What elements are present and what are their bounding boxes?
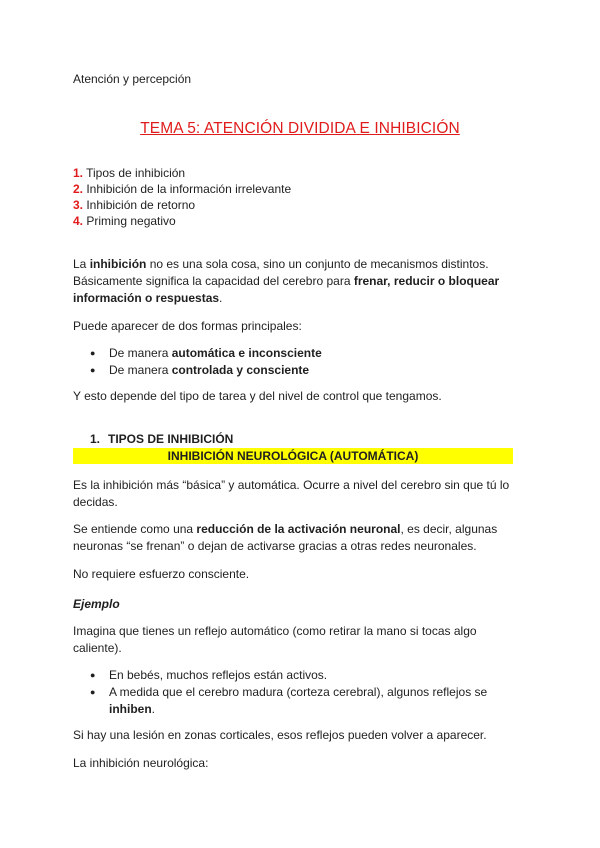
emphasis-reduccion: reducción de la activación neuronal [196, 522, 401, 536]
term-inhibicion: inhibición [89, 257, 147, 271]
control-paragraph: Y esto depende del tipo de tarea y del nivel de control que tengamos. [73, 389, 442, 403]
neuro-paragraph-1: Es la inhibición más “básica” y automática. Ocurre a nivel del cerebro sin que tú lo decidas. [73, 478, 510, 509]
section-number: 1. [90, 432, 101, 446]
section-heading [90, 432, 233, 446]
list-item: ● De manera controlada y consciente [73, 362, 523, 379]
reflex-list [73, 667, 523, 717]
example-label: Ejemplo [73, 597, 120, 611]
lesion-paragraph: Si hay una lesión en zonas corticales, esos reflejos pueden volver a aparecer. [73, 728, 487, 742]
section-title: TIPOS DE INHIBICIÓN [108, 432, 234, 446]
toc-label: Inhibición de retorno [83, 198, 196, 212]
toc-item [73, 165, 523, 181]
toc-number: 1. [73, 166, 84, 180]
page-title: TEMA 5: ATENCIÓN DIVIDIDA E INHIBICIÓN [140, 120, 460, 137]
subject-header: Atención y percepción [73, 72, 192, 86]
toc-item [73, 197, 523, 213]
toc-label: Inhibición de la información irrelevante [83, 182, 292, 196]
list-item: ● En bebés, muchos reflejos están activos. [73, 667, 523, 684]
highlighted-subheading: INHIBICIÓN NEUROLÓGICA (AUTOMÁTICA) [73, 448, 513, 464]
toc-item [73, 181, 523, 197]
toc-number: 2. [73, 182, 84, 196]
neuro-paragraph-3: No requiere esfuerzo consciente. [73, 567, 250, 581]
toc-label: Tipos de inhibición [83, 166, 186, 180]
toc-item [73, 213, 523, 229]
emphasis-frenar: frenar, reducir o bloquear información o respuestas [73, 273, 500, 305]
toc-number: 3. [73, 198, 84, 212]
neuro-paragraph-2: Se entiende como una reducción de la activación neuronal, es decir, algunas neuronas “se frenan” o dejan de activarse gracias a otras redes neuronales. [73, 522, 498, 553]
list-item: ● A medida que el cerebro madura (corteza cerebral), algunos reflejos se inhiben. [73, 684, 523, 718]
example-paragraph: Imagina que tienes un reflejo automático (como retirar la mano si tocas algo caliente). [73, 624, 477, 655]
forms-list [73, 345, 523, 379]
closing-paragraph: La inhibición neurológica: [73, 756, 209, 770]
toc-number: 4. [73, 214, 84, 228]
intro-paragraph: La inhibición no es una sola cosa, sino un conjunto de mecanismos distintos. Básicamente significa la capacidad del cerebro para frenar, reducir o bloquear información o respuestas. [73, 257, 500, 305]
forms-paragraph: Puede aparecer de dos formas principales: [73, 319, 302, 333]
list-item: ● De manera automática e inconsciente [73, 345, 523, 362]
table-of-contents [73, 165, 523, 229]
toc-label: Priming negativo [83, 214, 176, 228]
